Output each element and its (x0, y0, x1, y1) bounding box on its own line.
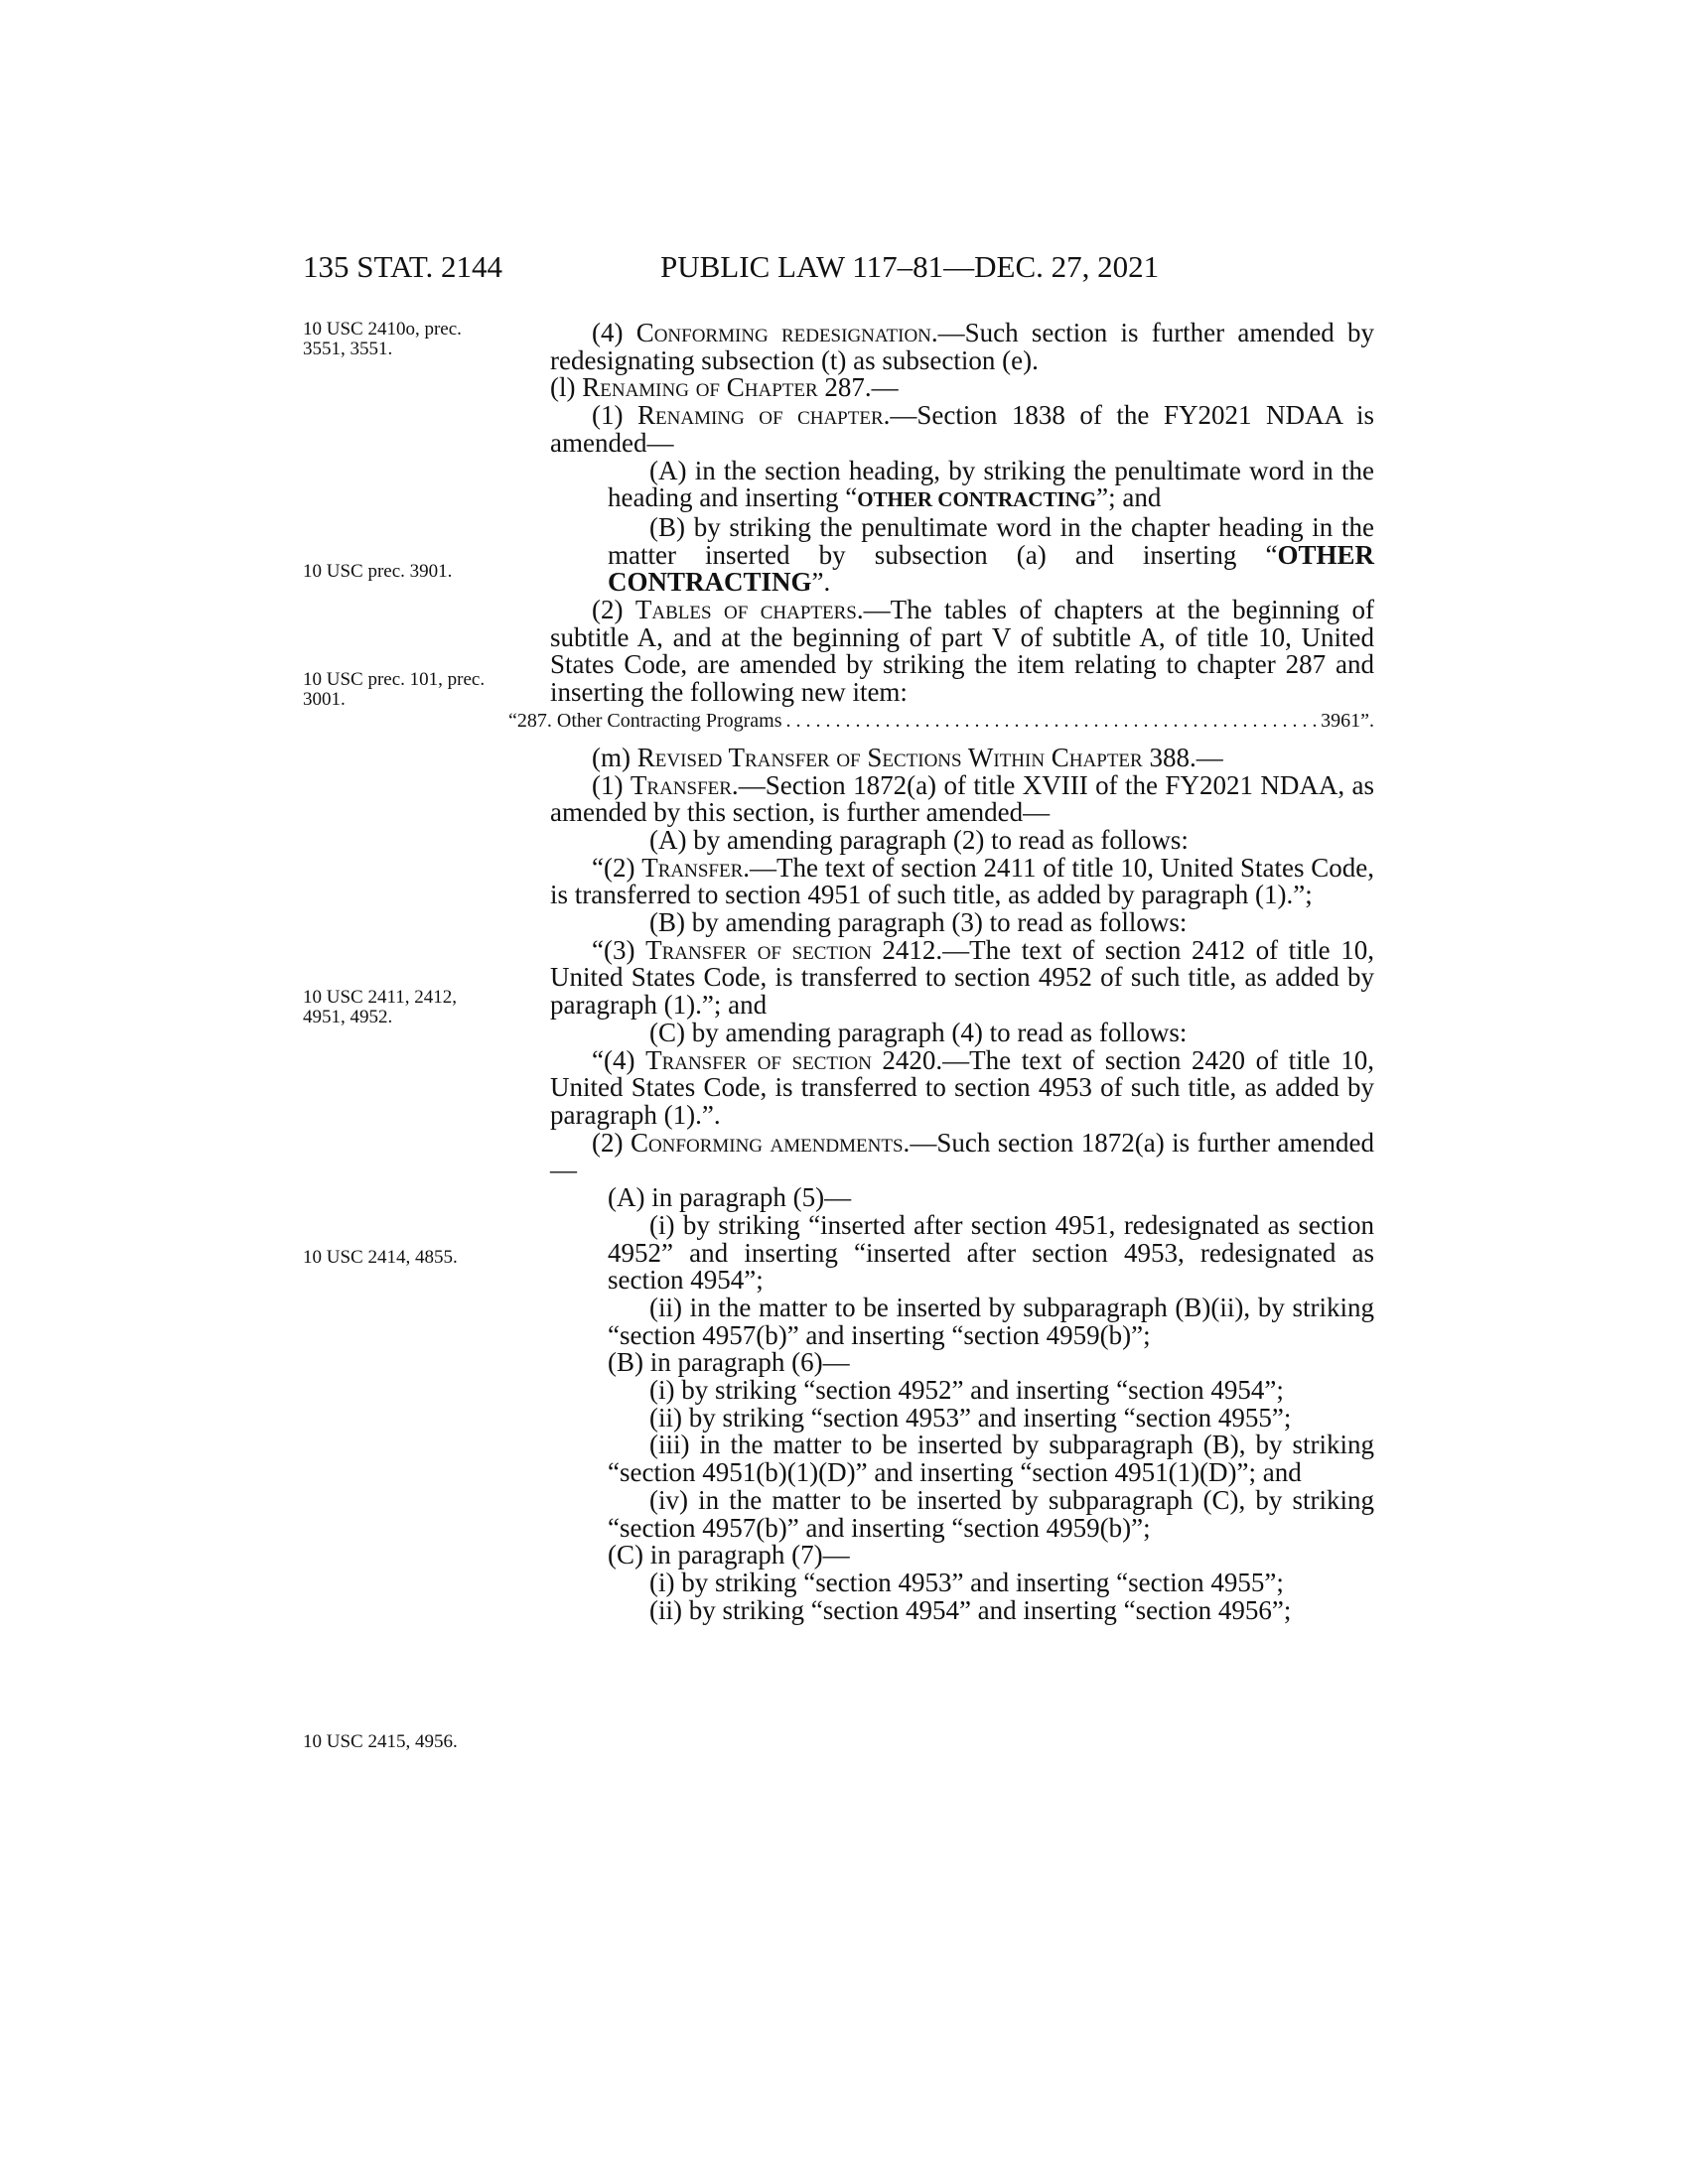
clause-m2Aii: (ii) in the matter to be inserted by subparagraph (B)(ii), by striking “section 4957(b)” and inserting “section 4959(b)”; (608, 1292, 1374, 1350)
paragraph-m2: (2) Conforming amendments.—Such section 1872(a) is further amended— (550, 1127, 1374, 1185)
clause-m2Ai: (i) by striking “inserted after section 4951, redesignated as section 4952” and inserting “inserted after section 4953, redesignated as section 4954”; (608, 1209, 1374, 1296)
statute-text (508, 318, 1375, 1625)
subparagraph-m1B: (B) by amending paragraph (3) to read as follows: (649, 907, 1188, 938)
clause-m2Bii: (ii) by striking “section 4953” and inserting “section 4955”; (649, 1402, 1292, 1433)
page-stat-citation: 135 STAT. 2144 (303, 249, 503, 284)
subparagraph-m1C: (C) by amending paragraph (4) to read as follows: (649, 1017, 1188, 1047)
subparagraph-m2B: (B) in paragraph (6)— (608, 1347, 850, 1378)
clause-m2Cii: (ii) by striking “section 4954” and inserting “section 4956”; (649, 1594, 1292, 1625)
subparagraph-m2A: (A) in paragraph (5)— (608, 1182, 852, 1213)
paragraph-m1: (1) Transfer.—Section 1872(a) of title XVIII of the FY2021 NDAA, as amended by this section, is further amended— (550, 769, 1375, 828)
subparagraph-l1B: (B) by striking the penultimate word in the chapter heading in the matter inserted by subsection (a) and inserting “OTHER CONTRACTING”. (608, 511, 1374, 598)
subparagraph-l1A: (A) in the section heading, by striking the penultimate word in the heading and inserting “OTHER CONTRACTING”; and (608, 455, 1374, 513)
margin-note: 10 USC 2411, 2412, 4951, 4952. (303, 987, 458, 1027)
clause-m2Biii: (iii) in the matter to be inserted by subparagraph (B), by striking “section 4951(b)(1)(D)” and inserting “section 4951(1)(D)”; and (608, 1430, 1374, 1488)
table-of-chapters-item (508, 707, 1374, 735)
clause-m2Bi: (i) by striking “section 4952” and inserting “section 4954”; (649, 1375, 1284, 1406)
clause-m2Biv: (iv) in the matter to be inserted by subparagraph (C), by striking “section 4957(b)” and inserting “section 4959(b)”; (608, 1484, 1374, 1543)
quoted-paragraph-2: “(2) Transfer.—The text of section 2411 of title 10, United States Code, is transferred to section 4951 of such title, as added by paragraph (1).”; (550, 852, 1374, 910)
subsection-l-heading: (l) Renaming of Chapter 287.— (550, 372, 899, 403)
paragraph-l1: (1) Renaming of chapter.—Section 1838 of the FY2021 NDAA is amended— (550, 400, 1375, 458)
subparagraph-m1A: (A) by amending paragraph (2) to read as follows: (649, 824, 1189, 855)
paragraph-k4: (4) Conforming redesignation.—Such section is further amended by redesignating subsection (t) as subsection (e). (550, 318, 1374, 375)
margin-note: 10 USC 2414, 4855. (303, 1247, 458, 1268)
margin-note: 10 USC prec. 3901. (303, 561, 453, 582)
subparagraph-m2C: (C) in paragraph (7)— (608, 1540, 850, 1570)
clause-m2Ci: (i) by striking “section 4953” and inserting “section 4955”; (649, 1567, 1284, 1597)
margin-note: 10 USC prec. 101, prec. 3001. (303, 669, 486, 710)
margin-note: 10 USC 2415, 4956. (303, 1731, 458, 1752)
toc-item-title: “287. Other Contracting Programs (508, 709, 782, 732)
quoted-paragraph-4: “(4) Transfer of section 2420.—The text of section 2420 of title 10, United States Code, is transferred to section 4953 of such title, as added by paragraph (1).”. (550, 1044, 1375, 1130)
quoted-paragraph-3: “(3) Transfer of section 2412.—The text of section 2412 of title 10, United States Code, is transferred to section 4952 of such title, as added by paragraph (1).”; and (550, 934, 1375, 1021)
running-header: PUBLIC LAW 117–81—DEC. 27, 2021 (660, 249, 1160, 284)
toc-leader-dots (786, 707, 1318, 735)
toc-item-section: 3961”. (1321, 709, 1374, 732)
paragraph-l2: (2) Tables of chapters.—The tables of chapters at the beginning of subtitle A, and at the beginning of part V of subtitle A, of title 10, United States Code, are amended by striking the item relating to chapter 287 and inserting the following new item: (550, 595, 1374, 708)
margin-note: 10 USC 2410o, prec. 3551, 3551. (303, 319, 462, 359)
subsection-m-heading: (m) Revised Transfer of Sections Within Chapter 388.— (592, 742, 1223, 772)
